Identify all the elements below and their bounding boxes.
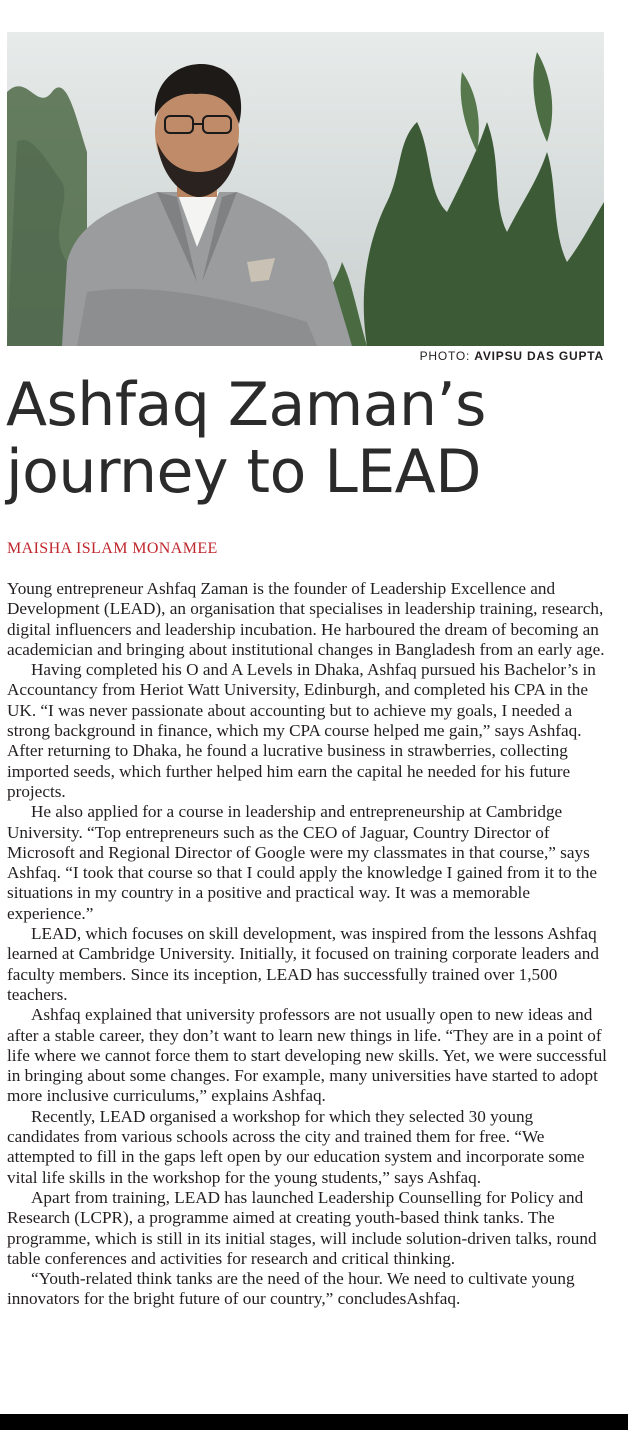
article-body xyxy=(7,579,608,1310)
portrait-illustration xyxy=(7,32,604,346)
photo-credit-name: AVIPSU DAS GUPTA xyxy=(474,349,604,363)
paragraph: Ashfaq explained that university professors are not usually open to new ideas and after a stable career, they don’t want to learn new things in life. “They are in a point of life where we cannot force them to start developing new skills. Yet, we were successful in bringing about some changes. For example, many universities have started to adopt more inclusive curriculums,” explains Ashfaq. xyxy=(7,1005,607,1106)
paragraph: Having completed his O and A Levels in Dhaka, Ashfaq pursued his Bachelor’s in Accountancy from Heriot Watt University, Edinburgh, and completed his CPA in the UK. “I was never passionate about accounting but to achieve my goals, I needed a strong background in finance, which my CPA course helped me gain,” says Ashfaq. After returning to Dhaka, he found a lucrative business in strawberries, collecting imported seeds, which further helped him earn the capital he needed for his future projects. xyxy=(7,660,596,801)
article-headline: Ashfaq Zaman’s journey to LEAD xyxy=(6,370,486,507)
page-bottom-bar xyxy=(0,1414,628,1430)
photo-credit xyxy=(420,349,604,363)
paragraph: “Youth-related think tanks are the need of the hour. We need to cultivate young innovators for the bright future of our country,” concludesAshfaq. xyxy=(7,1269,575,1309)
paragraph: LEAD, which focuses on skill development, was inspired from the lessons Ashfaq learned at Cambridge University. Initially, it focused on training corporate leaders and faculty members. Since its inception, LEAD has successfully trained over 1,500 teachers. xyxy=(7,924,599,1004)
article-byline: MAISHA ISLAM MONAMEE xyxy=(7,540,218,557)
portrait-photo xyxy=(7,32,604,346)
paragraph: Young entrepreneur Ashfaq Zaman is the founder of Leadership Excellence and Development (LEAD), an organisation that specialises in leadership training, research, digital influencers and leadership incubation. He harboured the dream of becoming an academician and bringing about institutional changes in Bangladesh from an early age. xyxy=(7,579,605,659)
paragraph: Apart from training, LEAD has launched Leadership Counselling for Policy and Research (LCPR), a programme aimed at creating youth-based think tanks. The programme, which is still in its initial stages, will include solution-driven talks, round table conferences and activities for research and critical thinking. xyxy=(7,1187,597,1268)
photo-credit-label: PHOTO: xyxy=(419,349,471,363)
paragraph: Recently, LEAD organised a workshop for which they selected 30 young candidates from various schools across the city and trained them for free. “We attempted to fill in the gaps left open by our education system and incorporate some vital life skills in the workshop for the young students,” says Ashfaq. xyxy=(7,1106,585,1187)
paragraph: He also applied for a course in leadership and entrepreneurship at Cambridge University. “Top entrepreneurs such as the CEO of Jaguar, Country Director of Microsoft and Regional Director of Google were my classmates in that course,” says Ashfaq. “I took that course so that I could apply the knowledge I gained from it to the situations in my country in a positive and practical way. It was a memorable experience.” xyxy=(7,802,597,923)
